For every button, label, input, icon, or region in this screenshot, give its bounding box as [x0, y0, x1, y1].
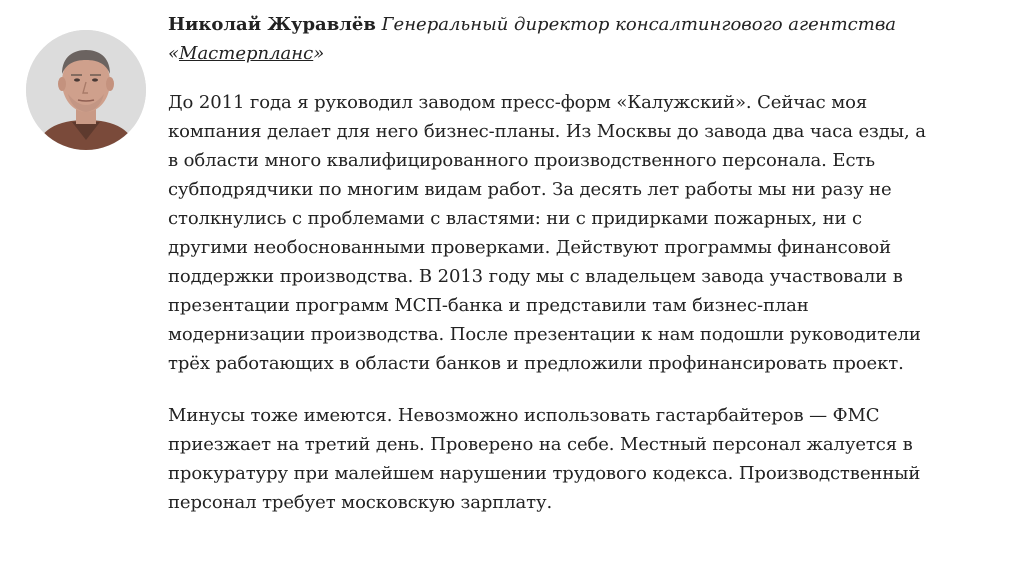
quote-paragraph-1: До 2011 года я руководил заводом пресс-форм «Калужский». Сейчас моя компания делает для него бизнес-планы. Из Москвы до завода два часа езды, а в области много квалифицированного производственного персонала. Есть субподрядчики по многим видам работ. За десять лет работы мы ни разу не столкнулись с проблемами с властями: ни с придирками пожарных, ни с другими необоснованными проверками. Действуют программы финансовой поддержки производства. В 2013 году мы с владельцем завода участвовали в презентации программ МСП-банка и представили там бизнес-план модернизации производства. После презентации к нам подошли руководители трёх работающих в области банков и предложили профинансировать проект. — [168, 92, 926, 374]
quote-content — [168, 10, 928, 540]
author-role-prefix: Генеральный директор консалтингового агентства « — [168, 14, 897, 64]
author-role-suffix: » — [313, 43, 325, 64]
author-name: Николай Журавлёв — [168, 14, 376, 35]
quote-paragraph-2: Минусы тоже имеются. Невозможно использовать гастарбайтеров — ФМС приезжает на третий день. Проверено на себе. Местный персонал жалуется в прокуратуру при малейшем нарушении трудового кодекса. Производственный персонал требует московскую зарплату. — [168, 405, 921, 513]
author-photo-icon — [26, 30, 146, 150]
author-avatar — [26, 30, 146, 150]
author-byline — [168, 10, 928, 68]
company-link[interactable]: Мастерпланс — [179, 43, 314, 64]
